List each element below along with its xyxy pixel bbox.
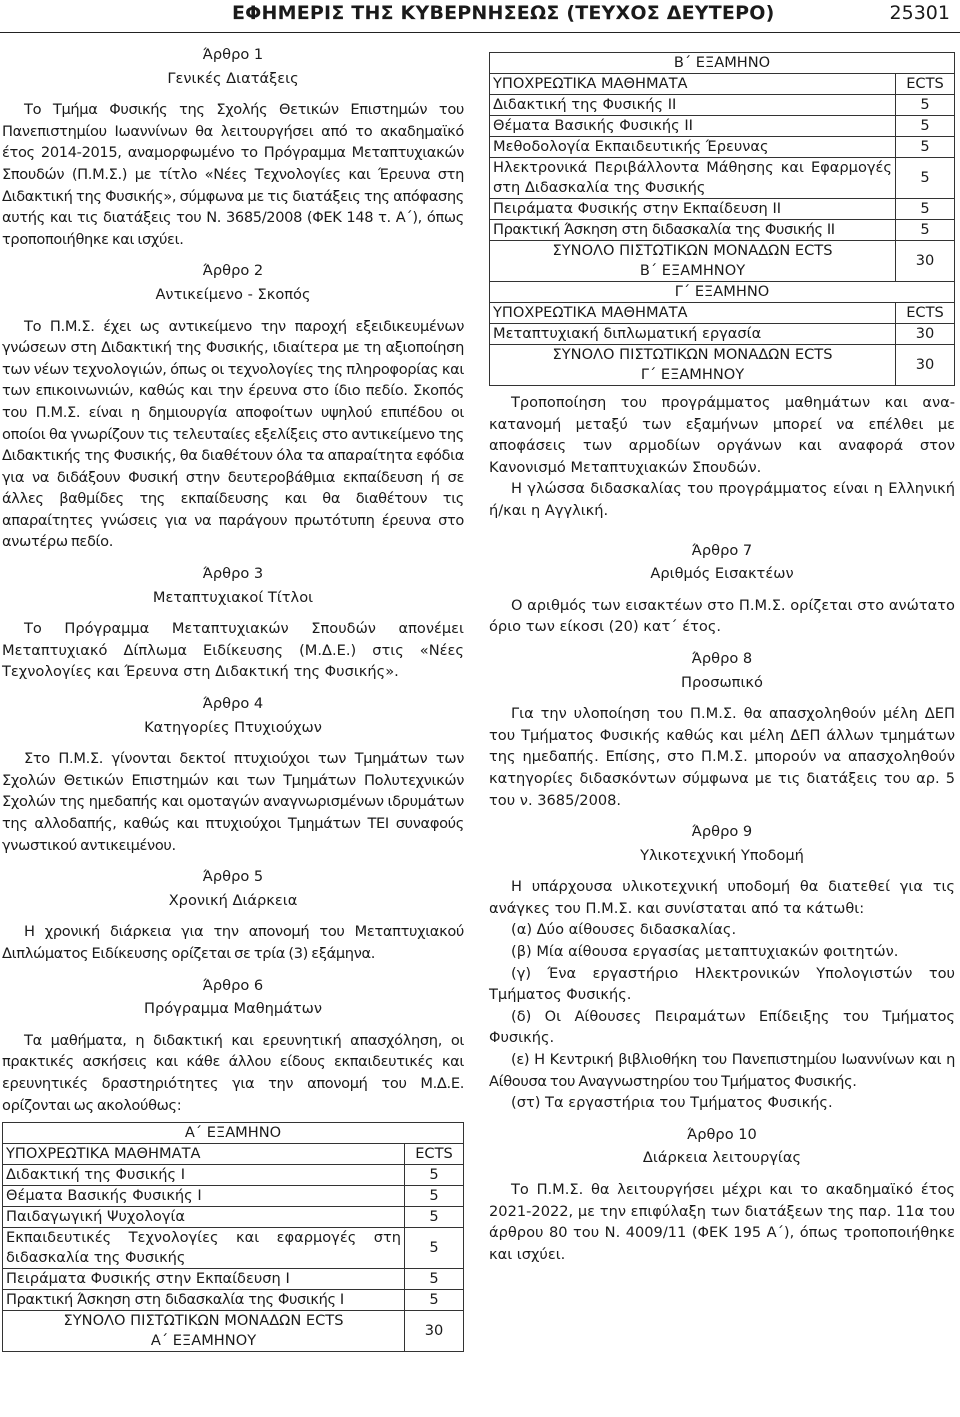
article-1-subtitle: Γενικές Διατάξεις [167,69,299,87]
table-row [3,1290,464,1311]
page-number: 25301 [889,2,950,24]
course-ects: 5 [896,158,955,199]
course-ects: 5 [896,95,955,116]
semester-b-col-course: ΥΠΟΧΡΕΩΤΙΚΑ ΜΑΘΗΜΑΤΑ [490,74,896,95]
article-1-title: Άρθρο 1 [202,46,264,63]
semester-b-total-label [490,241,896,282]
article-9-text: Η υπάρχουσα υλικοτεχνική υποδομή θα διατεθεί για τις ανάγκες του Π.Μ.Σ. και συνίσταται από τα κάτωθι: [489,878,955,917]
course-ects: 5 [405,1228,464,1269]
program-modification-text: Τροποποίηση του προγράμματος μαθημάτων και ανακατανομή μεταξύ των εξαμήνων μπορεί να επέλθει με αποφάσεις των αρμοδίων οργάνων και αναφορά στον Κανονισμό Μεταπτυχιακών Σπουδών. [489,394,955,476]
semester-a-table [2,1122,464,1352]
table-row [490,95,955,116]
semester-a-total: 30 [405,1311,464,1352]
article-2-text: Το Π.Μ.Σ. έχει ως αντικείμενο την παροχή εξειδικευμένων γνώσεων στη Διδακτική της Φυσικής, ιδιαίτερα με τη αξιοποίηση των νέων τεχνολογιών, όπως οι τεχνολογίες της πληροφορίας και των επικοινωνιών, καθώς και την έρευνα στο ίδιο πεδίο. Σκοπός του Π.Μ.Σ. είναι η δημιουργία αποφοίτων υψηλού επιπέδου οι οποίοι θα γνωρίζουν τις τελευταίες εξελίξεις στο αντικείμενο της Διδακτικής της Φυσικής, θα διαθέτουν όλα τα απαραίτητα εφόδια για να διδάξουν Φυσική στην δευτεροβάθμια εκπαίδευση ή σε άλλες βαθμίδες της εκπαίδευσης και θα διαθέτουν τις απαραίτητες γνώσεις για να παράγουν πρωτότυπη έρευνα στο ανωτέρω πεδίο. [2,317,464,551]
article-10-subtitle: Διάρκεια λειτουργίας [642,1149,802,1167]
article-10-title: Άρθρο 10 [687,1125,757,1143]
semester-b-total: 30 [896,241,955,282]
semester-b-heading: Β΄ ΕΞΑΜΗΝΟ [490,53,955,74]
article-2-subtitle: Αντικείμενο - Σκοπός [155,285,311,303]
total-label-line1: ΣΥΝΟΛΟ ΠΙΣΤΩΤΙΚΩΝ ΜΟΝΑΔΩΝ ECTS [552,242,833,259]
course-ects: 5 [405,1269,464,1290]
article-3-title: Άρθρο 3 [202,565,264,583]
article-5-text: Η χρονική διάρκεια για την απονομή του Μεταπτυχιακού Διπλώματος Ειδίκευσης ορίζεται σε τρία (3) εξάμηνα. [2,923,464,962]
course-ects: 5 [896,137,955,158]
semester-c-total: 30 [896,345,955,386]
left-column [2,44,464,1352]
article-5-title: Άρθρο 5 [202,868,264,886]
semester-a-heading: Α΄ ΕΞΑΜΗΝΟ [3,1123,464,1144]
list-item: (β) Μία αίθουσα εργασίας μεταπτυχιακών φοιτητών. [511,943,899,961]
course-name: Πειράματα Φυσικής στην Εκπαίδευση ΙΙ [490,199,896,220]
table-row [3,1269,464,1290]
list-item: (α) Δύο αίθουσες διδασκαλίας. [511,921,737,939]
total-label-line2: Α΄ ΕΞΑΜΗΝΟΥ [150,1332,257,1350]
course-ects: 5 [896,220,955,241]
article-4-subtitle: Κατηγορίες Πτυχιούχων [144,718,322,736]
header-divider [0,32,960,33]
article-8-text: Για την υλοποίηση του Π.Μ.Σ. θα απασχοληθούν μέλη ΔΕΠ του Τμήματος Φυσικής καθώς και μέλη ΔΕΠ άλλων τμημάτων της ημεδαπής. Επίσης, στο Π.Μ.Σ. μπορούν να απασχοληθούν κατηγορίες διδασκόντων σύμφωνα με τις διατάξεις του αρ. 5 του ν. 3685/2008. [489,705,955,809]
article-8-subtitle: Προσωπικό [681,673,763,691]
table-row [3,1165,464,1186]
total-label-line1: ΣΥΝΟΛΟ ΠΙΣΤΩΤΙΚΩΝ ΜΟΝΑΔΩΝ ECTS [63,1312,344,1330]
article-10-text: Το Π.Μ.Σ. θα λειτουργήσει μέχρι και το ακαδημαϊκό έτος 2021-2022, με την επιφύλαξη των διατάξεων της παρ. 11α του άρθρου 80 του Ν. 4009/11 (ΦΕΚ 195 Α΄), όπως τροποποιήθηκε και ισχύει. [489,1181,955,1263]
table-row [3,1207,464,1228]
table-row [490,220,955,241]
article-7-subtitle: Αριθμός Εισακτέων [650,565,794,583]
article-3-subtitle: Μεταπτυχιακοί Τίτλοι [152,588,314,606]
article-4-text: Στο Π.Μ.Σ. γίνονται δεκτοί πτυχιούχοι των Τμημάτων των Σχολών Θετικών Επιστημών και των Τμημάτων Πολυτεχνικών Σχολών της ημεδαπής και ομοταγών αναγνωρισμένων ιδρυμάτων της αλλοδαπής, καθώς και πτυχιούχοι Τμημάτων ΤΕΙ συναφούς γνωστικού αντικειμένου. [2,750,464,854]
article-7-title: Άρθρο 7 [691,541,753,559]
course-ects: 5 [405,1165,464,1186]
course-name: Πρακτική Άσκηση στη διδασκαλία της Φυσικής Ι [3,1290,405,1311]
course-name: Πρακτική Άσκηση στη διδασκαλία της Φυσικής ΙΙ [490,220,896,241]
right-column [489,52,955,1265]
article-6-text: Τα μαθήματα, η διδακτική και ερευνητική απασχόληση, οι πρακτικές ασκήσεις και κάθε άλλου είδους εκπαιδευτικές και ερευνητικές δραστηριότητες για την απονομή του Μ.Δ.Ε. ορίζονται ως ακολούθως: [2,1031,464,1114]
course-name: Παιδαγωγική Ψυχολογία [3,1207,405,1228]
semester-c-total-label [490,345,896,386]
article-9-subtitle: Υλικοτεχνική Υποδομή [640,846,804,864]
article-7-text: Ο αριθμός των εισακτέων στο Π.Μ.Σ. ορίζεται στο ανώτατο όριο των είκοσι (20) κατ΄ έτος. [489,596,955,636]
article-3-text: Το Πρόγραμμα Μεταπτυχιακών Σπουδών απονέμει Μεταπτυχιακό Δίπλωμα Ειδίκευσης (Μ.Δ.Ε.) στις «Νέες Τεχνολογίες και Έρευνα στη Διδακτική της Φυσικής». [2,620,464,681]
course-name: Μεταπτυχιακή διπλωματική εργασία [490,324,896,345]
course-name: Διδακτική της Φυσικής Ι [3,1165,405,1186]
list-item: (δ) Οι Αίθουσες Πειραμάτων Επίδειξης του Τμήματος Φυσικής. [489,1007,955,1047]
semester-b-table [489,52,955,386]
article-9-title: Άρθρο 9 [691,823,753,841]
table-row [490,199,955,220]
table-row [490,324,955,345]
article-8-title: Άρθρο 8 [691,649,753,667]
course-ects: 5 [405,1290,464,1311]
semester-c-col-ects: ECTS [896,303,955,324]
list-item: (ε) Η Κεντρική βιβλιοθήκη του Πανεπιστημίου Ιωαννίνων και η Αίθουσα του Αναγνωστηρίου του Τμήματος Φυσικής. [489,1051,955,1090]
table-row [490,116,955,137]
article-6-title: Άρθρο 6 [202,976,264,994]
semester-a-total-label [3,1311,405,1352]
course-name: Εκπαιδευτικές Τεχνολογίες και εφαρμογές στη διδασκαλία της Φυσικής [3,1228,405,1269]
teaching-language-text: Η γλώσσα διδασκαλίας του προγράμματος είναι η Ελληνική ή/και η Αγγλική. [489,480,955,519]
course-ects: 5 [405,1207,464,1228]
table-row [490,137,955,158]
total-label-line2: Γ΄ ΕΞΑΜΗΝΟΥ [640,366,745,383]
course-ects: 5 [896,199,955,220]
semester-a-col-ects: ECTS [405,1144,464,1165]
article-4-title: Άρθρο 4 [202,695,264,713]
course-name: Πειράματα Φυσικής στην Εκπαίδευση Ι [3,1269,405,1290]
course-name: Διδακτική της Φυσικής ΙΙ [490,95,896,116]
semester-a-col-course: ΥΠΟΧΡΕΩΤΙΚΑ ΜΑΘΗΜΑΤΑ [3,1144,405,1165]
course-ects: 5 [405,1186,464,1207]
semester-c-heading: Γ΄ ΕΞΑΜΗΝΟ [490,282,955,303]
table-row [3,1186,464,1207]
list-item: (γ) Ένα εργαστήριο Ηλεκτρονικών Υπολογιστών του Τμήματος Φυσικής. [489,964,955,1004]
course-ects: 30 [896,324,955,345]
total-label-line1: ΣΥΝΟΛΟ ΠΙΣΤΩΤΙΚΩΝ ΜΟΝΑΔΩΝ ECTS [552,346,833,363]
list-item: (στ) Τα εργαστήρια του Τμήματος Φυσικής. [511,1094,833,1112]
course-ects: 5 [896,116,955,137]
article-5-subtitle: Χρονική Διάρκεια [168,891,298,909]
gazette-title: ΕΦΗΜΕΡΙΣ ΤΗΣ ΚΥΒΕΡΝΗΣΕΩΣ (ΤΕΥΧΟΣ ΔΕΥΤΕΡΟ) [232,2,775,24]
article-2-title: Άρθρο 2 [202,262,264,280]
semester-b-col-ects: ECTS [896,74,955,95]
article-1-text: Το Τμήμα Φυσικής της Σχολής Θετικών Επιστημών του Πανεπιστημίου Ιωαννίνων θα λειτουργήσει από το ακαδημαϊκό έτος 2014-2015, αναμορφωμένο το Πρόγραμμα Μεταπτυχιακών Σπουδών (Π.Μ.Σ.) με τίτλο «Νέες Τεχνολογίες και Έρευνα στη Διδακτική της Φυσικής», σύμφωνα με τις διατάξεις της απόφασης αυτής και τις διατάξεις του Ν. 3685/2008 (ΦΕΚ 148 τ. Α΄), όπως τροποποιήθηκε και ισχύει. [2,101,464,248]
table-row [3,1228,464,1269]
table-row [490,158,955,199]
course-name: Θέματα Βασικής Φυσικής Ι [3,1186,405,1207]
course-name: Μεθοδολογία Εκπαιδευτικής Έρευνας [490,137,896,158]
semester-c-col-course: ΥΠΟΧΡΕΩΤΙΚΑ ΜΑΘΗΜΑΤΑ [490,303,896,324]
course-name: Ηλεκτρονικά Περιβάλλοντα Μάθησης και Εφαρμογές στη Διδασκαλία της Φυσικής [490,158,896,199]
article-6-subtitle: Πρόγραμμα Μαθημάτων [144,1000,322,1018]
course-name: Θέματα Βασικής Φυσικής ΙΙ [490,116,896,137]
page-header [0,0,960,30]
total-label-line2: Β΄ ΕΞΑΜΗΝΟΥ [639,262,746,279]
